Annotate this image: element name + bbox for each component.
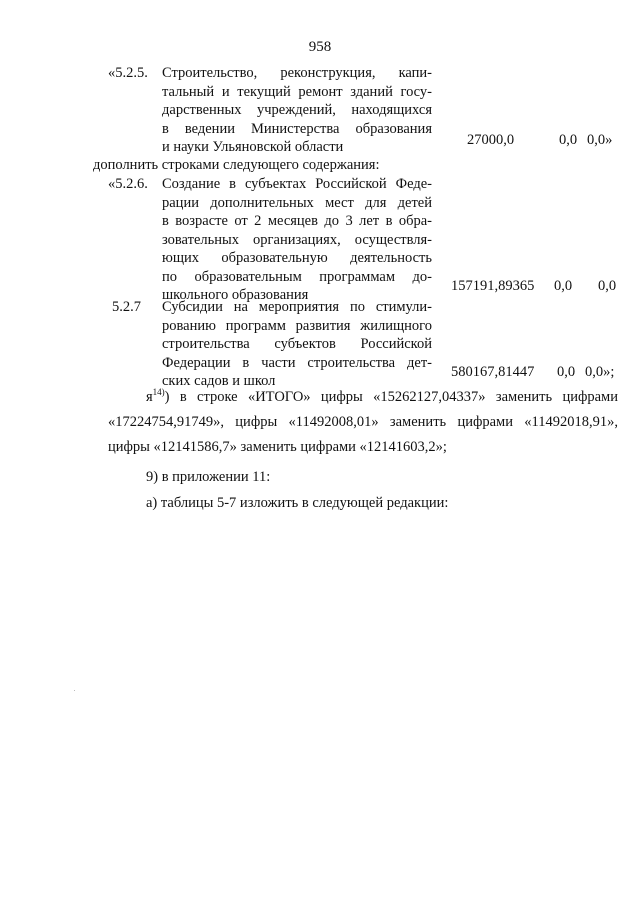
desc-line: ющих образовательную деятельность — [162, 250, 432, 266]
item-a: а) таблицы 5-7 изложить в следующей редакции: — [146, 495, 449, 511]
value-col-2: 0,0 — [557, 364, 576, 380]
row-code: «5.2.6. — [108, 176, 148, 192]
desc-line: строительства субъектов Российской — [162, 336, 432, 352]
desc-line: школьного образования — [162, 287, 309, 303]
supplement-line: дополнить строками следующего содержания: — [93, 157, 380, 173]
desc-line: зовательных организациях, осуществля- — [162, 231, 432, 248]
itogo-text: ) в строке «ИТОГО» цифры «15262127,04337» заменить цифрами — [164, 389, 618, 405]
desc-line: Создание в субъектах Российской Феде- — [162, 176, 432, 192]
desc-line: тальный и текущий ремонт зданий госу- — [162, 83, 432, 100]
itogo-paragraph-line-1 — [146, 388, 618, 407]
desc-line: по образовательным программам до- — [162, 268, 432, 285]
value-col-3: 0,0»; — [585, 364, 615, 380]
amount-value: 580167,81447 — [451, 364, 535, 380]
desc-line: Субсидии на мероприятия по стимули- — [162, 299, 432, 315]
amount-value: 27000,0 — [467, 132, 515, 148]
desc-line: ских садов и школ — [162, 373, 276, 389]
row-values-5-2-5 — [0, 131, 640, 150]
value-col-2: 0,0 — [559, 132, 578, 148]
page-number: 958 — [308, 39, 332, 55]
desc-line: Строительство, реконструкция, капи- — [162, 65, 432, 81]
desc-line: в ведении Министерства образования — [162, 120, 432, 137]
scan-speck — [74, 690, 75, 691]
itogo-paragraph-line-2: «17224754,91749», цифры «11492008,01» заменить цифрами «11492018,91», — [108, 414, 618, 430]
desc-line: рованию программ развития жилищного — [162, 317, 432, 334]
value-col-2: 0,0 — [554, 278, 573, 294]
desc-line: в возрасте от 2 месяцев до 3 лет в обра- — [162, 213, 432, 229]
itogo-paragraph-line-3: цифры «12141586,7» заменить цифрами «12141603,2»; — [108, 439, 447, 455]
itogo-prefix: я — [146, 389, 153, 405]
row-code: 5.2.7 — [112, 299, 141, 315]
row-code: «5.2.5. — [108, 65, 148, 81]
desc-line: дарственных учреждений, находящихся — [162, 102, 432, 118]
amount-value: 157191,89365 — [451, 278, 535, 294]
footnote-marker: 14) — [152, 387, 165, 397]
desc-line: Федерации в части строительства дет- — [162, 354, 432, 371]
value-col-3: 0,0 — [598, 278, 617, 294]
item-9: 9) в приложении 11: — [146, 469, 271, 485]
desc-line: и науки Ульяновской области — [162, 139, 344, 155]
row-values-5-2-7 — [0, 363, 640, 382]
desc-line: рации дополнительных мест для детей — [162, 194, 432, 211]
row-values-5-2-6 — [0, 277, 640, 296]
value-col-3: 0,0» — [587, 132, 613, 148]
